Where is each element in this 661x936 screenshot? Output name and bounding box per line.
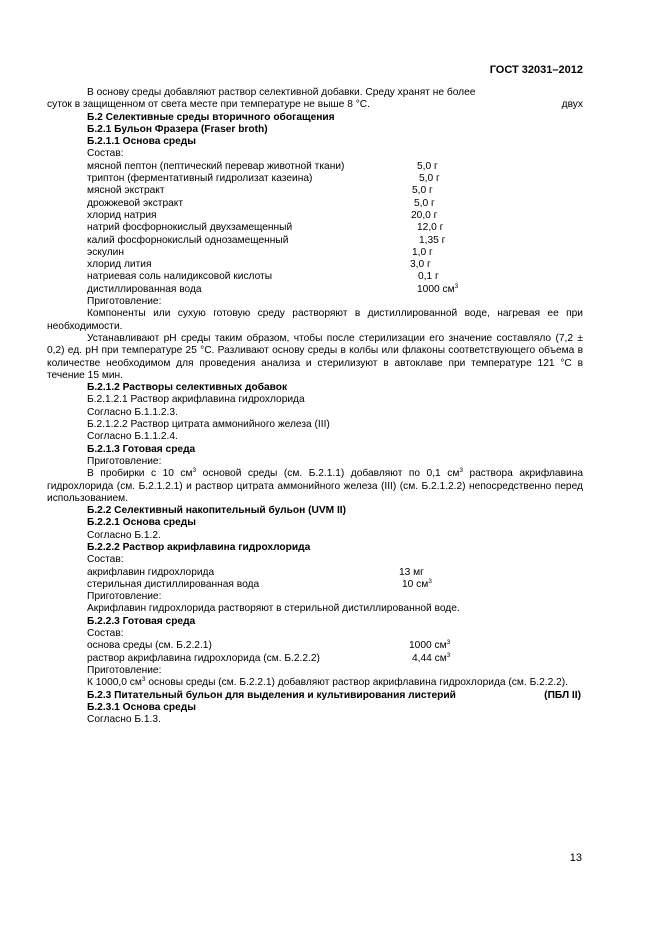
ingredient-row: [47, 567, 583, 579]
heading-abbr: (ПБЛ II): [544, 689, 581, 701]
ingredient-row: [47, 640, 583, 652]
section-b212-heading: Б.2.1.2 Растворы селективных добавок: [87, 382, 288, 394]
ingredient-name: дистиллированная вода: [87, 283, 202, 295]
ingredient-row: [47, 247, 583, 259]
text: раствора акрифлавина гидрохлорида (см. Б.2.1.2.1) и раствор цитрата аммонийного железа (III): [47, 468, 583, 492]
ingredient-name: акрифлавин гидрохлорида: [87, 566, 215, 578]
text: К 1000,0 см: [87, 677, 142, 689]
superscript: 3: [192, 467, 197, 475]
paragraph-223: [47, 677, 583, 689]
composition-label: Состав:: [87, 148, 124, 160]
section-b23-heading: [47, 690, 583, 702]
ingredient-name: хлорид лития: [87, 259, 152, 271]
ingredient-row: [47, 210, 583, 222]
ingredient-value: 0,1 г: [418, 271, 439, 283]
composition-label: Состав:: [87, 554, 124, 566]
ingredient-name: хлорид натрия: [87, 209, 157, 221]
section-b2-heading: Б.2 Селективные среды вторичного обогащения: [87, 111, 335, 123]
text: основы среды (см. Б.2.2.1) добавляют раствор акрифлавина гидрохлорида (см. Б.2.2.2).: [145, 677, 568, 689]
superscript: 3: [446, 639, 451, 647]
ingredient-value: 10 см: [402, 578, 429, 590]
section-b223-heading: Б.2.2.3 Готовая среда: [87, 615, 196, 627]
ingredient-name: раствор акрифлавина гидрохлорида (см. Б.2.2.2): [87, 652, 320, 664]
preparation-label: Приготовление:: [87, 296, 162, 308]
section-b231-heading: Б.2.3.1 Основа среды: [87, 701, 196, 713]
reference-b1124: Согласно Б.1.1.2.4.: [87, 431, 178, 443]
section-b2122-heading: Б.2.1.2.2 Раствор цитрата аммонийного железа (III): [87, 419, 330, 431]
ingredient-name: основа среды (см. Б.2.2.1): [87, 640, 212, 652]
section-b221-heading: Б.2.2.1 Основа среды: [87, 517, 196, 529]
ingredient-row: [47, 653, 583, 665]
section-b222-heading: Б.2.2.2 Раствор акрифлавина гидрохлорида: [87, 541, 311, 553]
ingredient-value: 4,44 см: [412, 652, 447, 664]
document-body: [47, 87, 583, 726]
intro-text: В основу среды добавляют раствор селективной добавки. Среду хранят не более: [87, 87, 476, 98]
ingredient-row: [47, 271, 583, 283]
ingredient-value: 5,0 г: [414, 197, 435, 209]
ingredient-value: 1,0 г: [412, 246, 433, 258]
document-header: ГОСТ 32031–2012: [489, 64, 583, 76]
page-number: 13: [569, 852, 582, 864]
ingredient-value: 12,0 г: [417, 222, 444, 234]
preparation-label: Приготовление:: [87, 664, 162, 676]
ingredient-name: стерильная дистиллированная вода: [87, 578, 260, 590]
preparation-label: Приготовление:: [87, 455, 162, 467]
superscript: 3: [446, 651, 451, 659]
ingredient-name: мясной экстракт: [87, 185, 165, 197]
ingredient-row: [47, 185, 583, 197]
ingredient-value: 13 мг: [399, 566, 424, 578]
section-b2121-heading: Б.2.1.2.1 Раствор акрифлавина гидрохлорида: [87, 394, 305, 406]
reference-b1123: Согласно Б.1.1.2.3.: [87, 406, 178, 418]
ingredient-row: [47, 222, 583, 234]
text: В пробирки с 10 см: [87, 468, 193, 480]
reference-b13: Согласно Б.1.3.: [87, 714, 161, 726]
ingredient-name: мясной пептон (пептический перевар животной ткани): [87, 160, 345, 172]
text: основой среды (см. Б.2.1.1) добавляют по 0,1 см: [196, 468, 460, 480]
ingredient-row: [47, 161, 583, 173]
ingredient-value: 20,0 г: [411, 209, 438, 221]
ingredient-value: 1000 см: [417, 283, 455, 295]
ingredient-value: 1000 см: [409, 640, 447, 652]
paragraph-213: [47, 468, 583, 505]
ingredient-value: 5,0 г: [417, 160, 438, 172]
ingredient-value: 1,35 г: [419, 234, 446, 246]
ingredient-value: 5,0 г: [419, 173, 440, 185]
text: (см. Б.2.1.2.2) непосредственно перед использованием.: [47, 480, 583, 504]
ingredient-name: дрожжевой экстракт: [87, 197, 184, 209]
ingredient-name: натрий фосфорнокислый двухзамещенный: [87, 222, 293, 234]
ingredient-name: триптон (ферментативный гидролизат казеина): [87, 173, 313, 185]
ingredient-row: [47, 173, 583, 185]
heading-text: Б.2.3 Питательный бульон для выделения и культивирования листерий: [87, 689, 456, 701]
intro-word: двух: [561, 99, 583, 111]
paragraph-components: Компоненты или сухую готовую среду растворяют в дистиллированной воде, нагревая ее при необходимости.: [47, 308, 583, 332]
superscript: 3: [141, 676, 146, 684]
superscript: 3: [428, 577, 432, 585]
paragraph-222: Акрифлавин гидрохлорида растворяют в стерильной дистиллированной воде.: [87, 603, 460, 615]
section-b21-heading: Б.2.1 Бульон Фразера (Fraser broth): [87, 123, 268, 135]
ingredient-name: эскулин: [87, 246, 124, 258]
superscript: 3: [454, 282, 459, 290]
ingredient-row: [47, 235, 583, 247]
section-b213-heading: Б.2.1.3 Готовая среда: [87, 443, 196, 455]
ingredient-row: [47, 198, 583, 210]
section-b211-heading: Б.2.1.1 Основа среды: [87, 136, 196, 148]
superscript: 3: [459, 467, 463, 475]
ingredient-row: [47, 259, 583, 271]
composition-label: Состав:: [87, 628, 124, 640]
paragraph-ph: Устанавливают рН среды таким образом, чтобы после стерилизации его значение составляло (7,2 ± 0,2) ед. рН при температуре 25 °С. Разливают основу среды в колбы или флаконы соответствующего объема в количестве необходимом для проведения анализа и стерилизуют в автоклаве при температуре 121 °С в течение 15 мин.: [47, 332, 583, 381]
ingredients-list-211: [47, 161, 583, 296]
intro-line2: суток в защищенном от света месте при температуре не выше 8 °С.: [47, 99, 370, 111]
ingredient-row: [47, 284, 583, 296]
ingredient-value: 5,0 г: [412, 185, 433, 197]
ingredient-name: натриевая соль налидиксовой кислоты: [87, 271, 273, 283]
preparation-label: Приготовление:: [87, 591, 162, 603]
ingredient-name: калий фосфорнокислый однозамещенный: [87, 234, 289, 246]
reference-b12: Согласно Б.1.2.: [87, 529, 161, 541]
ingredient-value: 3,0 г: [410, 259, 431, 271]
ingredient-row: [47, 579, 583, 591]
section-b22-heading: Б.2.2 Селективный накопительный бульон (UVM II): [87, 505, 347, 517]
